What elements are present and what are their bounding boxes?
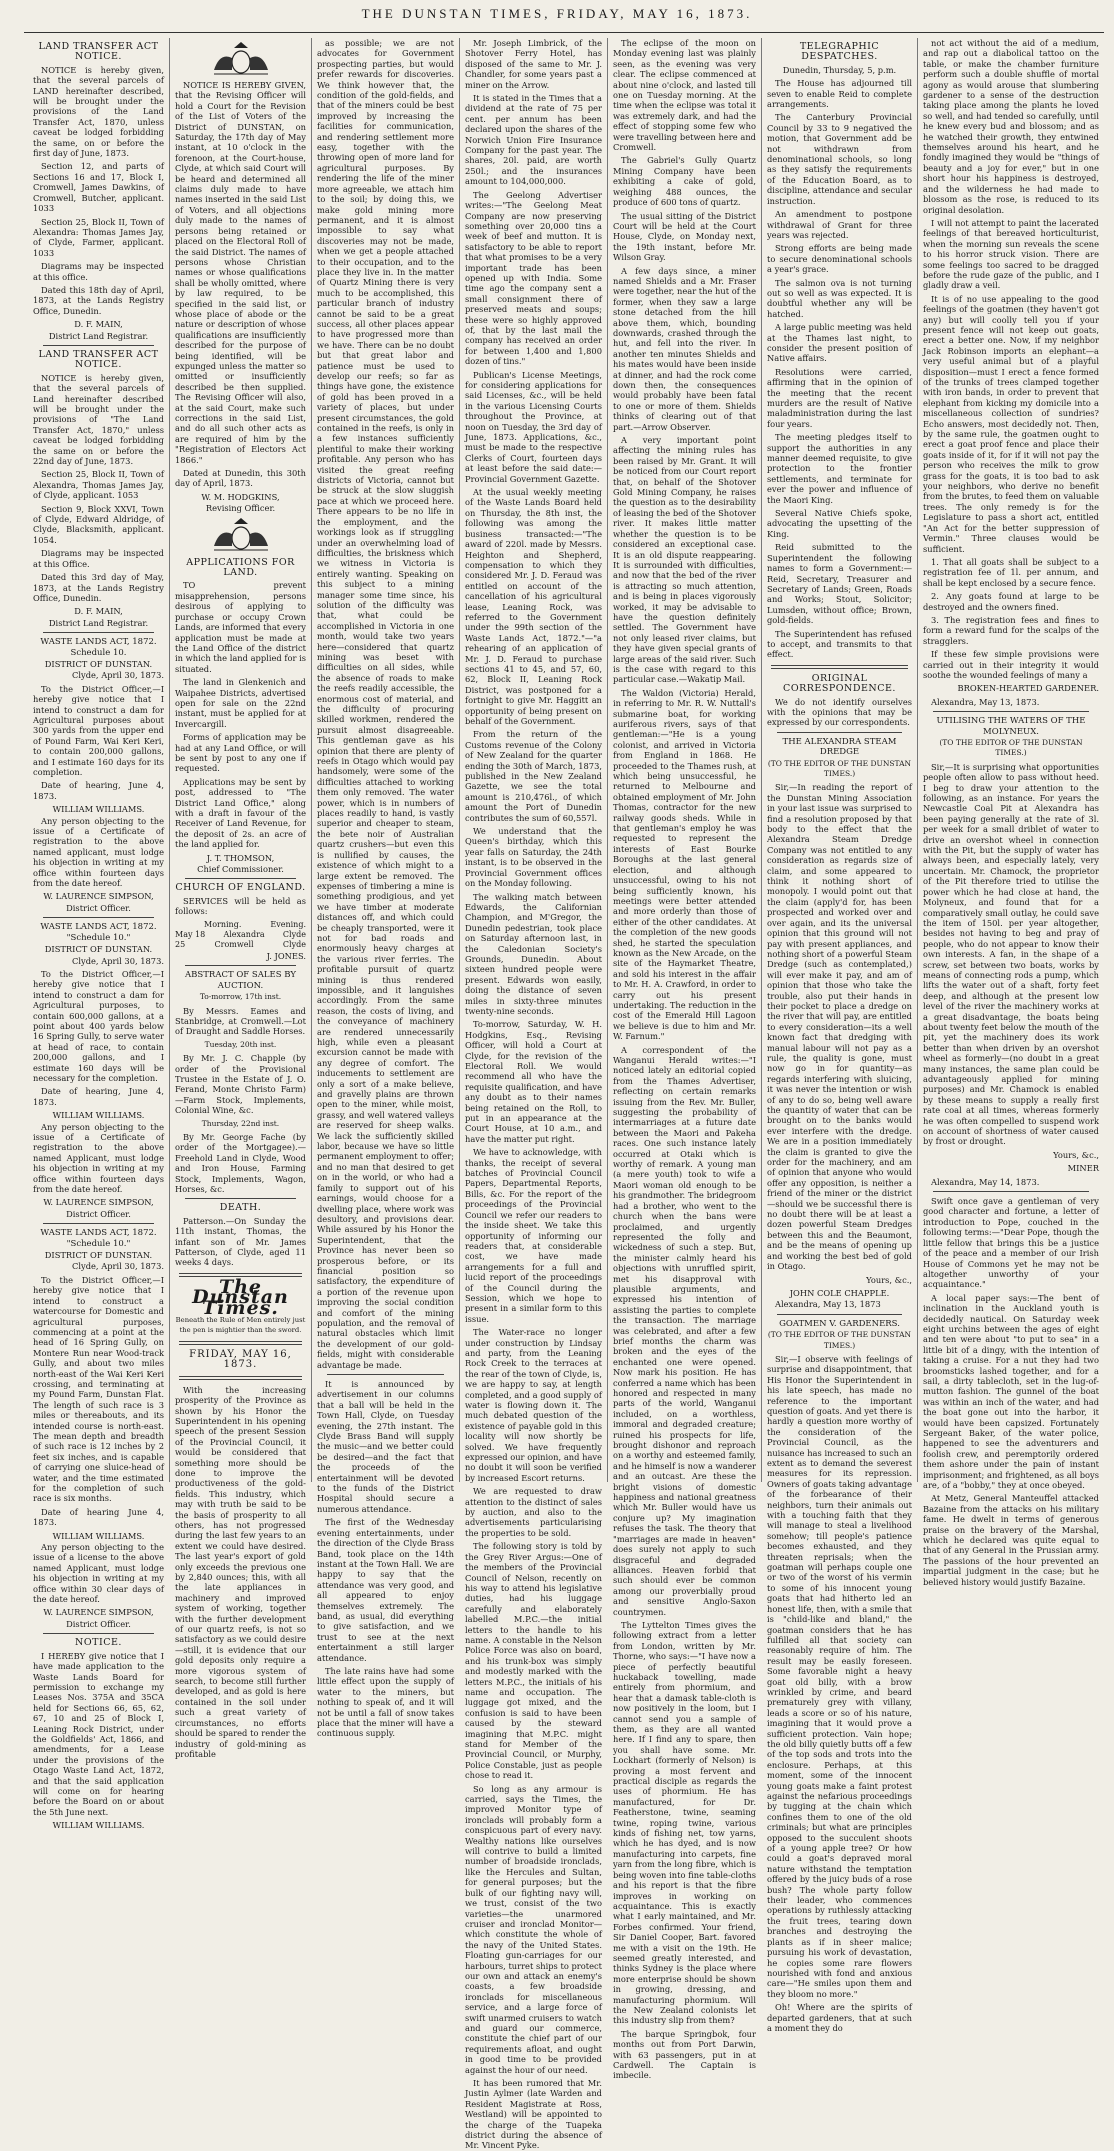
news-paragraph: From the return of the Customs revenue of the Colony of New Zealand for the quarter ending the 30th of March, 1873, published in the New Zealand Gazette, we see the total amount is 210,476l., of which amount the Port of Dunedin contributes the sum of 60,557l. [465,729,602,823]
column-6 [762,38,918,2033]
auction-title: ABSTRACT OF SALES BY AUCTION. [185,970,296,991]
double-rule [179,1341,302,1345]
revision-notice-body: NOTICE IS HEREBY GIVEN, that the Revising Officer will hold a Court for the Revision of the List of Voters of the District of DUNSTAN, on Saturday, the 17th day of May instant, at 10 o'clock in the forenoon, at the Court-house, Clyde, at which said Court will be heard and determined all claims duly made to have names inserted in the said List of Voters, and all objections duly made to the names of persons being retained or placed on the Electoral Roll of the said District. The names of persons whose Christian names or whose qualifications shall be wholly omitted, where by law required, to be specified in the said list, or whose place of abode or the nature or description of whose qualifications are insufficiently described for the purpose of being identified, will be expunged unless the matter so omitted or insufficiently described be then supplied. The Revising Officer will also, at the said Court, make such corrections in the said List, and do all such other acts as are required of him by the "Registration of Electors Act 1866." [175,80,306,465]
applications-body: TO prevent misapprehension, persons desirous of applying to purchase or occupy Crown Lands, are informed that every application must be made at the Land Office of the district in which the land applied for is situated. [175,580,306,674]
notice-dated: Dated this 3rd day of May, 1873, at the Lands Registry Office, Dunedin. [33,572,164,603]
telegraphic-title: TELEGRAPHIC DESPATCHES. [799,41,880,63]
letter-place: Alexandra, May 13, 1873 [775,1299,881,1310]
church-row-evening: Clyde [282,940,306,950]
death-title: DEATH. [219,1202,262,1214]
applications-signature: J. T. THOMSON, [206,852,275,863]
news-paragraph: The barque Springbok, four months out from Port Darwin, with 63 passengers, put in at Cardwell. The Captain is imbecile. [613,2028,756,2081]
letter-title: THE ALEXANDRA STEAM DREDGE [782,736,897,758]
notice-body: To the District Officer,—I hereby give notice that I intend to construct a watercourse for Domestic and agricultural purposes, commencing at a point at the head of 16 Spring Gully, on Montere Run near Wood-track Gully, and about two miles north-east of the Wai Keri Keri crossing, and terminating at my Pound Farm, Dunstan Flat. The length of such race is 3 miles or thereabouts, and its intended course is north-east. The mean depth and breadth of such race is 12 inches by 2 feet six inches, and is capable of carrying one sluice-head of water, and the time estimated for the completion of such race is six months. [33,1274,164,1504]
letter-body: not act without the aid of a medium, and rap out a diabolical tattoo on the table, or make the chamber furniture perform such a double shuffle of mortal agony as would arouse that slumbering gardener to a sense of the destruction taking place among the plants he loved so well, and had tended so carefully, until he knew every bud and blossom; and as he watched their growth, they entwined themselves around his heart, and he fondly imagined they would be "things of beauty and a joy for ever," but in one short hour his happiness is destroyed, and the wilderness he had made to blossom as the rose, is reduced to its original desolation. [923,38,1099,215]
church-row-evening: Clyde [282,930,306,940]
notice-role: District Land Registrar. [48,330,149,341]
notice-officer-role: District Officer. [66,1618,131,1629]
news-paragraph: The Gabriel's Gully Quartz Mining Company have been exhibiting a cake of gold, weighing 488 ounces, the produce of 600 tons of quartz. [613,155,756,208]
death-body: Patterson.—On Sunday the 11th instant, Thomas, the infant son of Mr. James Patterson, of Clyde, aged 11 weeks 4 days. [175,1215,306,1268]
church-row-date: 25 [175,940,186,950]
revision-notice-signature: W. M. HODGKINS, [201,491,280,502]
divider [185,965,296,966]
column-1 [28,38,170,1831]
news-paragraph: We have to acknowledge, with thanks, the receipt of several batches of Provincial Council Papers, Departmental Reports, Bills, &c. For the report of the proceedings of the Provincial Council we refer our readers to the inside sheet. We take this opportunity of informing our readers that, at considerable cost, we have made arrangements for a full and lucid report of the proceedings of the Council during the Session, which we hope to present in a similar form to this issue. [465,1147,602,1324]
column-5 [608,38,762,2081]
letter-closing: Yours, &c., [1053,1149,1099,1160]
letter-closing: Yours, &c., [866,1274,912,1285]
double-rule [179,1376,302,1380]
letter-clause: 2. Any goats found at large to be destroyed and the owners fined. [923,591,1099,612]
column-7 [918,38,1104,1587]
royal-crest-icon [175,40,306,78]
divider [43,632,154,633]
divider [777,732,902,733]
notice-signature: WILLIAM WILLIAMS. [52,804,145,815]
letter-addressee: (TO THE EDITOR OF THE DUNSTAN TIMES.) [939,738,1083,758]
notice-title: LAND TRANSFER ACT NOTICE. [38,348,159,371]
auction-item: By Mr. George Fache (by order of the Mortgagee).—Freehold Land in Clyde, Wood and Iron House, Farming Stock, Implements, Wagon, Horses, &c. [175,1131,306,1194]
telegraphic-item: Several Native Chiefs spoke, advocating the upsetting of the King. [767,508,912,539]
notice-role: District Land Registrar. [48,617,149,628]
telegraphic-item: The salmon ova is not turning out so well as was expected. It is doubtful whether any will be hatched. [767,277,912,319]
news-paragraph: A correspondent of the Wanganui Herald writes:—"I noticed lately an editorial copied from the Thames Advertiser, reflecting on certain remarks issuing from the Rev. Mr. Buller, suggesting the probability of intermarriages at a future date between the Maori and Pakeha races. One such instance lately occurred at Otaki which is worthy of remark. A young man (a mere youth) took to wife a Maori woman old enough to be his grandmother. The bridegroom had a brother, who went to the church when the bans were proclaimed, and urgently represented the folly and wickedness of such a step. But, the minister calmly heard his objections with unruffled spirit, met his disapproval with plausible arguments, and expressed his intention of assisting the parties to complete the transaction. The marriage was celebrated, and after a few brief months the charm was broken and the eyes of the enchanted one were opened. Now mark his position. He has conferred a name which has been honored and respected in many parts of the world, Wanganui included, on a worthless, immoral and degraded creature; ruined his prospects for life, brought dishonor and reproach on a worthy and esteemed family, and he himself is now a wanderer and an outcast. Are these the bright visions of domestic happiness and national greatness which Mr. Buller would have us conjure up? My imagination refuses the task. The theory that "marriages are made in heaven" does surely not apply to such disgraceful and degraded alliances. Heaven forbid that such should ever be common among our proverbially proud and sensitive Anglo-Saxon countrymen. [613,1044,756,1617]
news-paragraph: The first of the Wednesday evening entertainments, under the direction of the Clyde Brass Band, took place on the 14th instant at the Town Hall. We are happy to say that the attendance was very good, and all appeared to enjoy themselves extremely. The band, as usual, did everything to give satisfaction, and we trust to see at the next entertainment a still larger attendance. [317,1517,454,1663]
notice-title: WASTE LANDS ACT, 1872. "Schedule 10." [40,1228,157,1249]
letter-addressee: (TO THE EDITOR OF THE DUNSTAN TIMES.) [767,758,912,778]
church-row [175,940,306,950]
news-paragraph: The Geelong Advertiser writes:—"The Geelong Meat Company are now preserving something over 20,000 tins a week of beef and mutton. It is satisfactory to be able to report that what promises to be a very important trade has been opened up with India. Some time ago the company sent a small consignment there of preserved meats and soups; these were so highly approved of, that by the last mail the company has received an order for between 1,400 and 1,800 dozen of tins." [465,189,602,367]
news-paragraph: The Water-race no longer under construction by Lindsay and party, from the Leaning Rock Creek to the terraces at the rear of the town of Clyde, is, we are happy to say, at length completed, and a good supply of water is flowing down it. The much debated question of the existence of payable gold in this locality will now shortly be solved. We have frequently expressed our opinion, and have no doubt it will soon be verified by increased Escort returns. [465,1327,602,1483]
notice-objection: Any person objecting to the issue of a Certificate of registration to the above named applicant, must lodge his objection in writing at my office within fourteen days from the date hereof. [33,815,164,889]
telegraphic-item: The meeting pledges itself to support the authorities in any manner deemed requisite, to give protection to the frontier settlements, and terminate for ever the power and influence of the Maori King. [767,432,912,505]
letter-body: Oh! Where are the spirits of departed gardeners, that at such a moment they do [767,2002,912,2033]
applications-body: Applications may be sent by post, addressed to "The District Land Office," along with a draft in favour of the Receiver of Land Revenue, for the deposit of 2s. an acre of the land applied for. [175,776,306,850]
notice-place: Clyde, April 30, 1873. [72,670,164,681]
notice-officer: W. LAURENCE SIMPSON, [43,1607,154,1618]
masthead-rule [24,32,1104,33]
news-paragraph: It is announced by advertisement in our columns that a ball will be held in the Town Hall, Clyde, on Tuesday evening, the 27th instant. The Clyde Brass Band will supply the music—and we better could be desired—and the fact that the proceeds of the entertainment will be devoted to the funds of the District Hospital should secure a numerous attendance. [317,1379,454,1514]
telegraphic-item: The House has adjourned till seven to enable Reid to complete arrangements. [767,78,912,110]
telegraphic-item: A large public meeting was held at the Thames last night, to consider the present position of Native affairs. [767,322,912,364]
notice-body: To the District Officer,—I hereby give notice that I intend to construct a dam for Agricultural purposes, to contain 600,000 gallons, at a point about 400 yards below 16 Spring Gully, to serve water at head of race, to contain 200,000 gallons, and I estimate 160 days will be necessary for the completion. [33,968,164,1083]
divider [185,1198,296,1199]
auction-date: Tuesday, 20th inst. [204,1039,277,1049]
divider [327,1374,444,1375]
church-row-date: May 18 [175,930,206,940]
notice-signature: D. F. MAIN, [74,606,123,617]
notice-section: Section 25, Block II, Town of Alexandra: Thomas James Jay, of Clyde, Farmer, applicant. 1033 [33,216,164,258]
letter-signature: BROKEN-HEARTED GARDENER. [957,683,1099,694]
notice-officer: W. LAURENCE SIMPSON, [43,1197,154,1208]
notice-place: Clyde, April 30, 1873. [72,1261,164,1272]
newspaper-nameplate: The Dunstan Times. [192,1275,289,1319]
notice-hearing: Date of hearing June 4, 1873. [33,1506,164,1528]
letter-title: GOATMEN V. GARDENERS. [779,1318,900,1329]
news-paragraph: The Lyttelton Times gives the following extract from a letter from London, written by Mr. Thorne, who says:—"I have now a piece of perfectly beautiful huckaback towelling, made entirely from phormium, and hear that a damask table-cloth is now positively in the loom, but I cannot send you a sample of them, as they are all wanted here. If I find any to spare, then you shall have some. Mr. Lockhart (formerly of Nelson) is proving a most fervent and practical disciple as regards the uses of phormium. He has manufactured, for Dr. Featherstone, twine, seaming twine, roping twine, various kinds of fishing net, tow yarns, which he has dyed, and is now manufacturing into carpets, fine yarn from the long fibre, which is being woven into fine table-cloths and his report is that the fibre improves in working on acquaintance. This is exactly what I early maintained, and Mr. Forbes confirmed. Your friend, Sir Daniel Cooper, Bart. favored me with a visit on the 19th. He seemed greatly interested, and thinks Sydney is the place where more enterprise should be shown in growing, dressing, and manufacturing phormium. Will the New Zealand colonists let this industry slip from them? [613,1619,756,2026]
auction-date: Thursday, 22nd inst. [201,1118,280,1128]
news-paragraph: The usual sitting of the District Court will be held at the Court House, Clyde, on Monday next, the 19th instant, before Mr. Wilson Gray. [613,210,756,263]
applications-role: Chief Commissioner. [197,864,284,875]
notice-body: NOTICE is hereby given, that the several parcels of Land hereinafter described will be brought under the provisions of "The Land Transfer Act, 1870," unless caveat be lodged forbidding the same on or before the 22nd day of June, 1873. [33,372,164,467]
notice-district: DISTRICT OF DUNSTAN. [44,1250,153,1261]
news-paragraph: At the usual weekly meeting of the Waste Lands Board held on Thursday, the 8th inst, the following was among the business transacted:—"The award of 220l. made by Messrs. Heighton and Shepherd, compensation to which they considered Mr. J. D. Feraud was entitled on account of the cancellation of his agricultural lease, Leaning Rock, was referred to the Government under the 99th section of the Waste Lands Act, 1872."—"a rehearing of an application of Mr. J. D. Feraud to purchase sections 41 to 45, and 57, 60, 62, Block II, Leaning Rock District, was postponed for a fortnight to give Mr. Haggitt an opportunity of being present on behalf of the Government. [465,487,602,726]
church-signature: J. JONES. [266,950,306,961]
letter-body: Sir,—It is surprising what opportunities people often allow to pass without heed. I beg to draw your attention to the following, as an instance. For years the Newcastle Coal Pit at Alexandra has been paying generally at the rate of 3l. per week for a small driblet of water to drive an overshot wheel in connection with the Pit, but the supply of water has always been, and especially lately, very uncertain. Mr. Chamock, the proprietor of the Pit therefore tried to utilise the power which he had close at hand, the Molyneux, and found that for a comparatively small outlay, he could save the item of 150l. per year altogether, besides not having to beg and pray of people, who do not appear to know their own interests. A fan, in the shape of a screw, set between two boats, works by means of connecting rods a pump, which lifts the water out of a shaft, forty feet deep, and although at the present low level of the river the machinery works at a great disadvantage, the boats being about twenty feet below the mouth of the pit, yet the machinery does its work better than when driven by an overshot wheel as formerly—(no doubt in a great many instances, the same plan could be advantageously applied for mining purposes) and Mr. Chamock is enabled by these means to supply a really first rate coal at all times, whereas formerly he was often compelled to suspend work on account of shortness of water caused by frost or drought. [923,761,1099,1147]
letter-signature: MINER [1067,1163,1099,1174]
church-header-morning: Morning. [204,919,242,929]
telegraphic-item: The Superintendent has refused to accept, and transmits to that effect. [767,628,912,660]
applications-body: The land in Glenkenich and Waipahee Districts, advertised open for sale on the 22nd instant, must be applied for at Invercargill. [175,677,306,729]
notice-body: I HEREBY give notice that I have made application to the Waste Lands Board for permission to exchange my Leases Nos. 375A and 35CA held for Sections 66, 65, 62, 67, 10 and 25 of Block I, Leaning Rock District, under the Goldfields' Act, 1866, and amendments, for a Lease under the provisions of the Otago Waste Land Act, 1872, and that the said application will come on for hearing before the Board on or about the 5th June next. [33,1650,164,1817]
news-paragraph: The walking match between Edwards, the Californian Champion, and M'Gregor, the Dunedin pedestrian, took place on Saturday afternoon last, in the Caledonian Society's Grounds, Dunedin. About sixteen hundred people were present. Edwards won easily, doing the distance of seven miles in sixty-three minutes twenty-nine seconds. [465,891,602,1016]
notice-officer-role: District Officer. [66,1208,131,1219]
revision-notice-role: Revising Officer. [205,503,276,514]
news-paragraph: It is stated in the Times that a dividend at the rate of 75 per cent. per annum has been declared upon the shares of the Norwich Union Fire Insurance Company for the past year. The shares, 20l. paid, are worth 250l.; and the insurances amount to 104,000,000. [465,93,602,187]
telegraphic-item: Resolutions were carried, affirming that in the opinion of the meeting that the recent murders are the result of Native maladministration during the last four years. [767,366,912,429]
applications-body: Forms of application may be had at any Land Office, or will be sent by post to any one if requested. [175,732,306,774]
notice-officer-role: District Officer. [66,902,131,913]
revision-notice-dated: Dated at Dunedin, this 30th day of April, 1873. [175,468,306,489]
leader-article-continued: as possible; we are not advocates for Government prospecting parties, but would prefer rewards for discoveries. We think however that, the condition of the gold-fields, and that of the miners could be best improved by increasing the facilities for communication, and rendering settlement more easy, together with the throwing open of more land for agricultural purposes. By rendering the life of the miner more agreeable, we attach him to the soil; by doing this, we make gold mining more permanent, and it is almost impossible to say what discoveries may not be made, when we get a people attached to their occupation, and to the place they live in. In the matter of Quartz Mining there is very much to be accomplished, this particular branch of industry cannot be said to be a great success, all other places appear to have progressed more than we have. There can be no doubt but that great labor and patience must be used to develop our reefs; so far as things have gone, the existence of gold has been proved in a variety of places, but under present circumstances, the gold contained in the reefs, is only in a few instances sufficiently plentiful to make their working profitable. Any person who has visited the great reefing districts of Victoria, cannot but be struck at the slow sluggish pace at which we proceed here. There appears to be no life in the employment, and the workings look as if struggling under an overwhelming load of difficulties, the briskness which we witness in Victoria is entirely wanting. Speaking on this subject to a mining manager some time since, his solution of the difficulty was that, what could be accomplished in Victoria in one month, would take two years here—considered that quartz mining was beset with difficulties on all sides, while the absence of roads to make the reefs readily accessible, the enormous cost of material, and the difficulty of procuring skilled workmen, rendered the pursuit almost disagreeable. This gentleman gave as his opinion that there are plenty of reefs in Otago which would pay handsomely, were some of the difficulties attached to working them only removed. The water power, which is in numbers of places readily to hand, is vastly superior and cheaper to steam, the bete noir of Australian quartz crushers—but even this is nullified by causes, the existence of which might to a large extent be removed. The expenses of timbering a mine is something prodigious, and yet we have timber at moderate distances off, and which could be cheaply transported, were it not for bad roads and enormously heavy charges at the various river ferries. The profitable pursuit of quartz mining is thus rendered impossible, and it languishes accordingly. From the same reason, the costs of living, and the conveyance of machinery are rendered unnecessarily high, while even a pleasant excursion cannot be made with any degree of comfort. The inducements to settlement are only a sort of a make believe, and gravelly plains are thrown open to the miner, while moist, grassy, and well watered valleys are reserved for sheep walks. We lack the sufficiently skilled labor, because we have so little permanent employment to offer; and no man that desired to get on in the world, or who had a family to support out of his earnings, would choose for a dwelling place, where work was desultory, and provisions dear. While assured by his Honor the Superintendent, that the Province has never been so prosperous before, or its financial position so satisfactory, the expenditure of a portion of the revenue upon improving the social condition and comfort of the mining population, and the removal of natural obstacles which limit the development of our gold-fields, might with considerable advantage be made. [317,38,454,1370]
notice-hearing: Date of hearing, June 4, 1873. [33,780,164,801]
telegraphic-item: Strong efforts are being made to secure denominational schools a year's grace. [767,243,912,275]
news-paragraph: The Waldon (Victoria) Herald, in referring to Mr. R. W. Nuttall's submarine boat, for working auriferous rivers, says of that gentleman:—"He is a young colonist, and arrived in Victoria from England in 1868. He proceeded to the Thames rush, at which being unsuccessful, he returned to Melbourne and obtained employment of Mr. John Thomas, contractor for the new railway goods sheds. While in that gentleman's employ he was requested to represent the interests of East Bourke Boroughs at the last general election, and although unsuccessful, owing to his not being sufficiently known, his meetings were better attended and more orderly than those of either of the other candidates. At the completion of the new goods shed, he started the speculation known as the New Arcade, on the site of the Haymarket Theatre, and sold his interest in the affair to Mr. H. A. Crawford, in order to carry out his present undertaking. The reduction in the cost of the Emerald Hill Lagoon we believe is due to him and Mr. W. Farnum." [613,687,756,1042]
letter-signature: JOHN COLE CHAPPLE. [789,1287,890,1298]
news-paragraph: Publican's License Meetings, for considering applications for said Licenses, &c., will be held in the various Licensing Courts throughout the Province, at noon on Tuesday, the 3rd day of June, 1873. Applications, &c., must be made to the respective Clerks of Court, fourteen days at least before the said date:—Provincial Government Gazette. [465,369,602,484]
auction-item: By Messrs. Eames and Stanbridge, at Cromwell.—Lot of Draught and Saddle Horses. [175,1005,306,1037]
notice-signature: WILLIAM WILLIAMS. [52,1110,145,1121]
notice-signature: WILLIAM WILLIAMS. [52,1820,145,1831]
church-row-morning: Cromwell [214,940,254,950]
notice-diagrams: Diagrams may be inspected at this Office. [33,548,164,569]
news-paragraph: At Metz, General Manteuffel attacked Bazaine from the attacks on his military fame. He dwelt in terms of generous praise on the bravery of the Marshal, which he declared was quite equal to that of any General in the Prussian army. The passions of the hour prevented an impartial judgment in the case; but he believed history would justify Bazaine. [923,1493,1099,1587]
correspondence-title: ORIGINAL CORRESPONDENCE. [783,672,896,695]
news-paragraph: We understand that the Queen's birthday, which this year falls on Saturday, the 24th instant, is to be observed in the Provincial Government offices on the Monday following. [465,826,602,889]
news-paragraph: A few days since, a miner named Shields and a Mr. Fraser were together, near the hut of the former, when they saw a large stone detached from the hill above them, which, bounding downwards, crashed through the hut, and fell into the river. In another ten minutes Shields and his mates would have been inside at dinner, and had the rock come down then, the consequences would probably have been fatal to one or more of them. Shields thinks of clearing out of that part.—Arrow Observer. [613,265,756,432]
church-body: SERVICES will be held as follows: [175,895,306,917]
church-table-header [175,920,306,930]
divider [43,1633,154,1634]
letter-title: UTILISING THE WATERS OF THE MOLYNEUX. [936,716,1086,737]
news-paragraph: It has been rumored that Mr. Justin Aylmer (late Warden and Resident Magistrate at Ross, Westland) will be appointed to the charge of the Tuapeka district during the absence of Mr. Vincent Pyke. [465,2078,602,2151]
notice-signature: WILLIAM WILLIAMS. [52,1530,145,1541]
letter-addressee: (TO THE EDITOR OF THE DUNSTAN TIMES.) [767,1330,912,1350]
letter-body: Sir,—I observe with feelings of surprise and disappointment, that His Honor the Superintendent in his late speech, has made no reference to the important question of goats. And yet there is hardly a question more worthy of the consideration of the Provincial Council, as the nuisance has increased to such an extent as to demand the severest measures for its repression. Owners of goats taking advantage of the forbearance of their neighbors, turn their animals out with a touching faith that they will manage to steal a livelihood somehow; till people's patience becomes exhausted, and they threaten reprisals; when the goatman will perhaps couple one or two of the worst of his vermin to some of his innocent young goats that had hitherto led an honest life, then, with a smile that is "child-like and bland," the goatman considers that he has fulfilled all that society can reasonably require of him. The result may be easily foreseen. Some favorable night a heavy goat old billy, with a brow wrinkled by crime, and beard prematurely grey with villany, leads a score or so of his nature, imagining that it would prove a sufficient protection. Vain hope; the old billy quietly butts off a few of the top sods and trots into the enclosure. Perhaps, at this moment, some of the innocent young goats make a faint protest against the nefarious proceedings by tugging at the chain which confines them to one of the old criminals; but what are principles opposed to the succulent shoots of a young apple tree? Or how could a goat's depraved moral nature withstand the temptation offered by the juicy buds of a rose bush? The whole party follow their leader, who commences operations by ruthlessly attacking the fruit trees, tearing down branches and destroying the plants as if in sheer malice; pursuing his work of devastation, he copies some rare flowers nourished with fond and anxious care—"He smiles upon them and they bloom no more." [767,1353,912,1999]
auction-date: To-morrow, 17th inst. [199,992,282,1002]
telegraphic-item: An amendment to postpone withdrawal of Grant for three years was rejected. [767,209,912,240]
newspaper-motto: Beneath the Rule of Men entirely just the pen is mightier than the sword. [175,1316,306,1335]
notice-objection: Any person objecting to the issue of a license to the above named Applicant, must lodge his objection in writing at my office within 30 clear days of the date hereof. [33,1542,164,1605]
news-paragraph: The late rains have had some little effect upon the supply of water to the miners, but nothing to speak of, and it will not be until a fall of snow takes place that the miner will have a continuous supply. [317,1665,454,1739]
column-3 [312,38,460,1739]
letter-body: It is of no use appealing to the good feelings of the goatmen (they haven't got any) but will coolly tell you if your present fence will not keep out goats, erect a better one. Now, if my neighbor Jack Robinson imports an elephant—a very useful animal but of a playful disposition—must I erect a fence formed of the trunks of trees clamped together with iron bands, in order to prevent that elephant from kicking my domicile into a miscellaneous collection of sundries? Echo answers, most decidedly not. Then, by the same rule, the goatmen ought to erect a goat proof fence and place their goats inside of it, for if it will not pay the person who receives the milk to grow grass for the goats, it is too bad to ask your neighbors, who derive no benefit from the brutes, to feed them on valuable trees. The only remedy is for the Legislature to pass a short act, entitled "An Act for the better suppression of Vermin." Three clauses would be sufficient. [923,293,1099,554]
leader-article: With the increasing prosperity of the Province as shown by his Honor the Superintendent in his opening speech of the present Session of the Provincial Council, it would be considered that something more should be done to improve the productiveness of the gold-fields. This industry, which may with truth be said to be the basis of prosperity to all others, has not progressed during the last few years to an extent we could have desired. The last year's export of gold only exceeds the previous one by 2,840 ounces; this, with all the late appliances in machinery and improved system of working, together with the further development of our quartz reefs, is not so satisfactory as we could desire—still, it is evidence that our gold deposits only require a more vigorous system of search, to become still further developed, and as gold is here contained in the soil under such a great variety of circumstances, no efforts should be spared to render the industry of gold-mining as profitable [175,1384,306,1759]
notice-body: NOTICE is hereby given, that the several parcels of LAND hereinafter described, will be brought under the provisions of the Land Transfer Act, 1870, unless caveat be lodged forbidding the same, on or before the first day of June, 1873. [33,64,164,159]
notice-hearing: Date of hearing, June 4, 1873. [33,1086,164,1107]
divider [185,878,296,879]
notice-body: To the District Officer,—I hereby give notice that I intend to construct a dam for Agricultural purposes about 300 yards from the upper end of Pound Farm, Wai Keri Keri, to contain 200,000 gallons, and I estimate 160 days for its completion. [33,683,164,777]
telegraphic-place: Dunedin, Thursday, 5, p.m. [782,64,897,75]
news-paragraph: To-morrow, Saturday, W. H. Hodgkins, Esq., Revising Officer, will hold a Court at Clyde, for the revision of the Electoral Roll. We would recommend all who have the requisite qualification, and have any doubt as to their names being retained on the Roll, to put in an appearance at the Court House, at 10 a.m., and have the matter put right. [465,1019,602,1144]
notice-title: WASTE LANDS ACT, 1872. Schedule 10. [40,637,157,658]
applications-title: APPLICATIONS FOR LAND. [186,556,295,579]
notice-section: Section 9, Block XXVI, Town of Clyde, Edward Aldridge, of Clyde, Blacksmith, applicant. 1054. [33,503,164,545]
notice-diagrams: Diagrams may be inspected at this office. [33,261,164,282]
notice-district: DISTRICT OF DUNSTAN. [44,944,153,955]
notice-title: NOTICE. [75,1637,122,1649]
letter-clause: 3. The registration fees and fines to form a reward fund for the scalps of the stragglers. [923,614,1099,646]
notice-district: DISTRICT OF DUNSTAN. [44,658,153,669]
letter-place: Alexandra, May 14, 1873. [931,1176,1040,1187]
news-paragraph: A local paper says:—The bent of inclination in the Auckland youth is decidedly nautical. On Saturday week eight urchins between the ages of eight and ten were about "to put to sea" in a little bit of a dingy, with the intention of taking a cruise. For a nut they had two broomsticks lashed together, and for a sail, a dirty tablecloth, set in the lug-of-mutton fashion. The gunnel of the boat was within an inch of the water, and had the boat gone out into the harbor, it would have been capsized. Fortunately Sergeant Baker, of the water police, happened to see the adventurers and foolish crew, and peremptorily ordered them ashore under the pain of instant imprisonment; and frightened, as all boys are, of a "bobby," they at once obeyed. [923,1292,1099,1491]
divider [933,711,1089,712]
church-header-evening: Evening. [270,919,306,929]
letter-body: I will not attempt to paint the lacerated feelings of that bereaved horticulturist, when the morning sun reveals the scene to his horror struck vision. There are some feelings too sacred to be dragged before the rude gaze of the public, and I gladly draw a veil. [923,217,1099,291]
auction-item: By Mr. J. C. Chapple (by order of the Provisional Trustee in the Estate of J. O. Ferand, Monte Christo Farm)—Farm Stock, Implements, Colonial Wine, &c. [175,1053,306,1116]
column-2 [170,38,312,1759]
news-paragraph: We are requested to draw attention to the distinct of sales by auction, and also to the advertisements particularising the properties to be sold. [465,1486,602,1538]
church-row [175,930,306,940]
news-paragraph: Mr. Joseph Limbrick, of the Shotover Ferry Hotel, has disposed of the same to Mr. J. Chandler, for some years past a miner on the Arrow. [465,38,602,90]
divider [933,1191,1089,1192]
column-4 [460,38,608,2151]
notice-section: Section 12, and parts of Sections 16 and 17, Block I, Cromwell, James Dawkins, of Cromwell, Butcher, applicant. 1033 [33,161,164,214]
divider [43,917,154,918]
issue-dateline: FRIDAY, MAY 16, 1873. [189,1348,292,1371]
notice-signature: D. F. MAIN, [74,319,123,330]
church-title: CHURCH OF ENGLAND. [175,882,306,894]
masthead: THE DUNSTAN TIMES, FRIDAY, MAY 16, 1873. [361,6,753,21]
telegraphic-item: Reid submitted to the Superintendent the following names to form a Government:—Reid, Secretary, Treasurer and Secretary of Lands; Green, Roads and Works; Stout, Solicitor; Lumsden, without office; Brown, gold-fields. [767,542,912,626]
correspondence-note: We do not identify ourselves with the opinions that may be expressed by our correspondents. [767,696,912,728]
notice-objection: Any person objecting to the issue of a Certificate of registration to the above named Applicant, must lodge his objection in writing at my office within fourteen days from the date hereof. [33,1121,164,1195]
notice-title: WASTE LANDS ACT, 1872. "Schedule 10." [40,922,157,943]
news-paragraph: The eclipse of the moon on Monday evening last was plainly seen, as the evening was very clear. The eclipse commenced at about nine o'clock, and lasted till one on Tuesday morning. At the time when the eclipse was total it was extremely dark, and had the effect of stopping some few who were travelling between here and Cromwell. [613,38,756,153]
notice-title: LAND TRANSFER ACT NOTICE. [38,41,159,63]
news-paragraph: So long as any armour is carried, says the Times, the improved Monitor type of ironclads will probably form a conspicuous part of every navy. Wealthy nations like ourselves will contrive to build a limited number of broadside ironclads, like the Hercules and Sultan, for general purposes; but the bulk of our fighting navy will, we trust, consist of the two varieties—the unarmored cruiser and ironclad Monitor—which constitute the whole of the navy of the United States. Floating gun-carriages for our harbours, turret ships to protect our own and attack an enemy's coasts, a few broadside ironclads for miscellaneous service, and a large force of swift unarmed cruisers to watch and guard our commerce, constitute the chief part of our requirements afloat, and ought in good time to be provided against the hour of our need. [465,1783,602,2075]
news-paragraph: The following story is told by the Grey River Argus:—One of the members of the Provincial Council of Nelson, recently on his way to attend his legislative duties, had his luggage carefully and elaborately labelled M.P.C.—the initial letters to the handle to his name. A constable in the Nelson Police Force was also on board, and his trunk-box was simply and modestly marked with the letters M.P.C., the initials of his name and occupation. The luggage got mixed, and the confusion is said to have been caused by the steward imagining that M.P.C. might stand for Member of the Provincial Council, or Murphy, Police Constable, just as people chose to read it. [465,1541,602,1781]
columns [28,38,1104,2151]
letter-body: Sir,—In reading the report of the Dunstan Mining Association in your last issue was surprised to find a resolution proposed by that body to the effect that the Alexandra Steam Dredge Company was not entitled to any consideration as regards size of claim, and some appeared to think it nothing short of monopoly. I would point out that the claim (apply'd for, has been prospected and worked over and over again, and its the universal opinion that this ground will not pay with present appliances, and nothing short of a powerful Steam Dredge (such as contemplated,) will ever make it pay, and am of opinion that those who take the trouble, also put their hands in their pocket to place a dredge on the river that will pay, are entitled to every consideration—its a well known fact that dredging with manual labour will not pay as a rule, the quality is gone, must now go in for quantity—as regards interfering with sluicing, it was never the intention or wish of any to do so, being well aware the quantity of water that can be brought on to the banks would ever interfere with the dredge. We are in a position immediately the claim is granted to give the order for the machinery, and am of opinion that anyone who would offer any opposition, is neither a friend of the miner or the district—should we be successful there is no doubt there will be at least a dozen powerful Steam Dredges between this and the Beaumont, and be the means of opening up and working the best bed of gold in Otago. [767,782,912,1272]
divider [777,1314,902,1315]
telegraphic-item: The Canterbury Provincial Council by 33 to 9 negatived the motion, that Government add be not withdrawn from denominational schools, so long as they satisfy the requirements of the Education Board, as to discipline, attendance and secular instruction. [767,112,912,206]
divider [43,345,154,346]
royal-crest-icon [175,516,306,554]
double-rule [771,665,908,669]
notice-place: Clyde, April 30, 1873. [72,955,164,966]
notice-officer: W. LAURENCE SIMPSON, [43,891,154,902]
news-paragraph: A very important point affecting the mining rules has been raised by Mr. Grant. It will be noticed from our Court report that, on behalf of the Shotover Gold Mining Company, he raises the question as to the desirability of leasing the bed of the Shotover river. It makes little matter whether the question is to be considered an exceptional case. It is an old dispute reappearing. It is surrounded with difficulties, and now that the bed of the river is attracting so much attention, and is being in places vigorously worked, it may be advisable to have the question definitely settled. The Government have not only leased river claims, but they have given special grants of large areas of the said river. Such is the case with regard to this particular case.—Wakatip Mail. [613,435,756,685]
news-paragraph: Swift once gave a gentleman of very good character and fortune, a letter of introduction to Pope, couched in the following terms:—"Dear Pope, though the little fellow that brings this be a justice of the peace and a member of our Irish House of Commons yet he may not be altogether unworthy of your acquaintance." [923,1196,1099,1290]
letter-clause: 1. That all goats shall be subject to a registration fee of 1l. per annum, and shall be kept enclosed by a secure fence. [923,556,1099,588]
notice-section: Section 25, Block II, Town of Alexandra, Thomas James Jay, of Clyde, applicant. 1053 [33,469,164,501]
notice-dated: Dated this 18th day of April, 1873, at the Lands Registry Office, Dunedin. [33,284,164,316]
letter-place: Alexandra, May 13, 1873. [931,696,1040,707]
letter-body: If these few simple provisions were carried out in their integrity it would soothe the wounded feelings of many a [923,649,1099,680]
church-row-morning: Alexandra [223,930,265,940]
divider [43,1223,154,1224]
